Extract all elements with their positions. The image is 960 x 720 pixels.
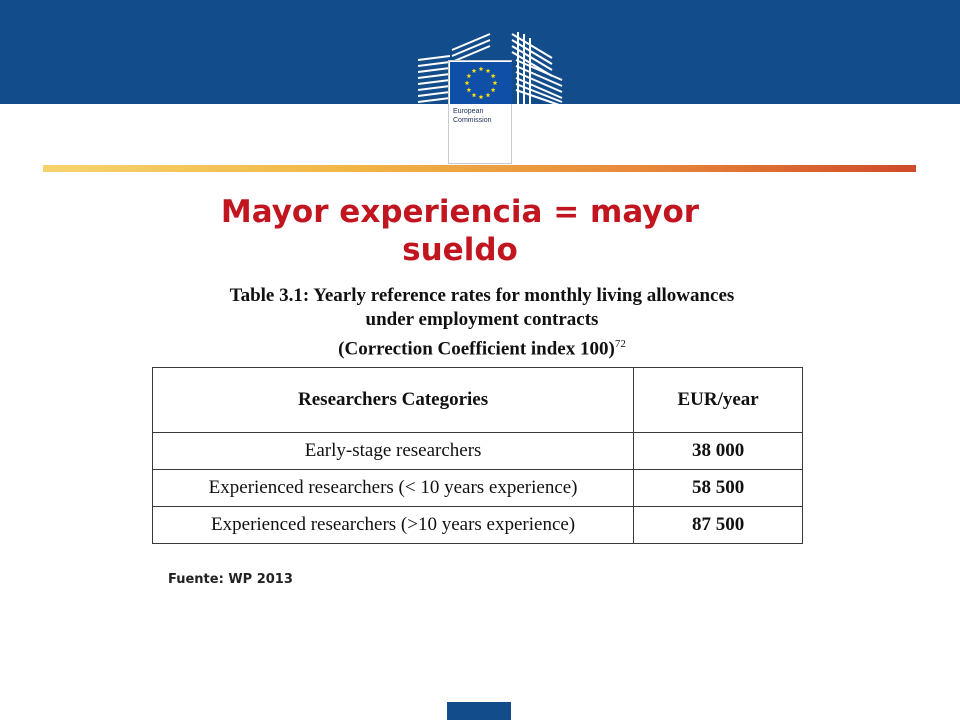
row-category: Experienced researchers (>10 years experience) <box>153 507 634 544</box>
logo-text <box>453 107 492 125</box>
eu-star-icon <box>479 94 484 99</box>
eu-star-icon <box>486 68 491 73</box>
eu-star-icon <box>491 87 496 92</box>
european-commission-logo <box>412 30 572 134</box>
row-category: Early-stage researchers <box>153 433 634 470</box>
table-row <box>153 470 803 507</box>
table-row <box>153 507 803 544</box>
slide-title: Mayor experiencia = mayor sueldo <box>220 194 700 268</box>
caption-line2: under employment contracts <box>365 309 599 330</box>
caption-footnote: 72 <box>614 338 626 350</box>
logo-line1: European <box>453 108 484 115</box>
rates-table <box>152 367 803 544</box>
row-amount: 38 000 <box>634 433 803 470</box>
caption-line3 <box>152 332 812 361</box>
caption-line1: Table 3.1: Yearly reference rates for monthly living allowances <box>229 285 735 306</box>
eu-star-icon <box>486 93 491 98</box>
header-eur-year: EUR/year <box>634 368 803 433</box>
table-caption <box>152 284 812 361</box>
source-note: Fuente: WP 2013 <box>168 572 293 587</box>
bottom-brand-tab <box>447 702 511 720</box>
eu-star-icon <box>472 93 477 98</box>
row-amount: 58 500 <box>634 470 803 507</box>
header-researchers-categories: Researchers Categories <box>153 368 634 433</box>
eu-star-icon <box>479 66 484 71</box>
caption-line3-text: (Correction Coefficient index 100) <box>338 338 615 360</box>
eu-star-icon <box>466 87 471 92</box>
table-row <box>153 433 803 470</box>
row-amount: 87 500 <box>634 507 803 544</box>
eu-flag-icon <box>450 62 512 104</box>
eu-star-icon <box>491 73 496 78</box>
eu-star-icon <box>493 80 498 85</box>
eu-star-icon <box>466 73 471 78</box>
table-header-row <box>153 368 803 433</box>
eu-star-icon <box>472 68 477 73</box>
eu-star-icon <box>465 80 470 85</box>
logo-line2: Commission <box>453 117 492 124</box>
logo-card <box>448 60 512 164</box>
row-category: Experienced researchers (< 10 years experience) <box>153 470 634 507</box>
gradient-divider <box>43 165 916 172</box>
